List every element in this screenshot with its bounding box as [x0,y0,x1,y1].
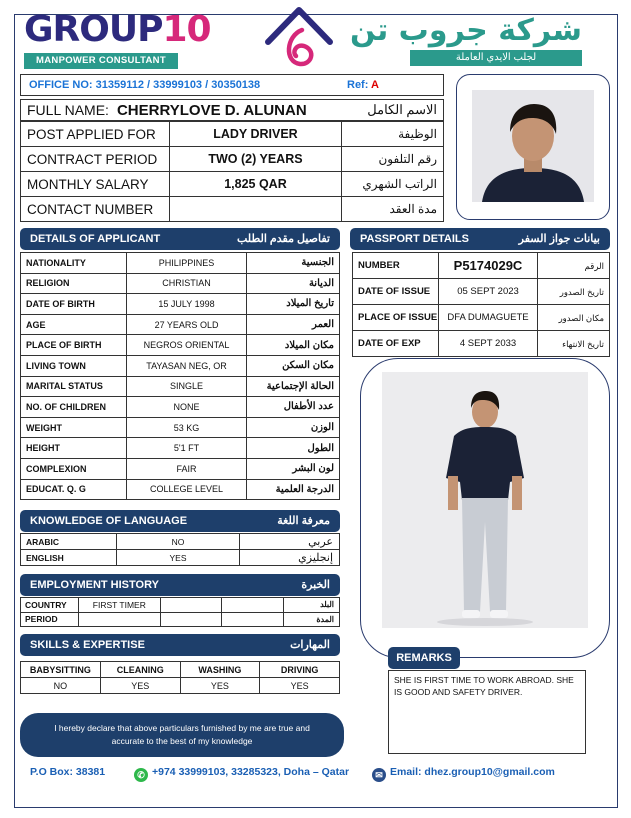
complexion-value: FAIR [126,458,247,479]
skill-value: YES [180,678,260,694]
table-row [21,534,340,550]
contract-arabic: رقم التلفون [342,147,444,172]
table-row [21,122,444,147]
portrait-photo [472,90,594,202]
issue-place-value: DFA DUMAGUETE [438,305,538,331]
age-value: 27 YEARS OLD [126,314,247,335]
arabic-brand: شركة جروب تن [349,13,582,48]
employment-title-arabic: الخبرة [301,579,330,591]
table-row [21,253,340,274]
skill-header: WASHING [180,662,260,678]
po-box: P.O Box: 38381 [30,766,106,778]
dob-label: DATE OF BIRTH [21,294,127,315]
post-arabic: الوظيفة [342,122,444,147]
salary-label: MONTHLY SALARY [21,172,170,197]
table-row [21,479,340,500]
table-row [21,314,340,335]
table-row [21,172,444,197]
table-row [21,376,340,397]
expiry-value: 4 SEPT 2033 [438,331,538,357]
birthplace-value: NEGROS ORIENTAL [126,335,247,356]
brand-tagline: MANPOWER CONSULTANT [24,53,178,69]
period-blank [160,612,222,627]
period-blank [222,612,284,627]
full-name-row [20,99,444,121]
issue-place-label: PLACE OF ISSUE [353,305,439,331]
table-row [21,147,444,172]
issue-date-value: 05 SEPT 2023 [438,279,538,305]
remarks-header: REMARKS [388,647,460,669]
arabic-logo [349,12,582,66]
living-town-value: TAYASAN NEG, OR [126,355,247,376]
salary-arabic: الراتب الشهري [342,172,444,197]
footer-phone [134,766,349,782]
passport-details-title: PASSPORT DETAILS [360,233,469,245]
passport-details-title-arabic: بيانات جواز السفر [518,233,600,245]
marital-value: SINGLE [126,376,247,397]
language-header [20,510,340,532]
table-row [21,438,340,459]
dob-arabic: تاريخ الميلاد [247,294,340,315]
english-lang-label: ENGLISH [21,550,117,566]
skills-header [20,634,340,656]
period-arabic: المدة [284,612,340,627]
marital-arabic: الحالة الإجتماعية [247,376,340,397]
applicant-details-title: DETAILS OF APPLICANT [30,233,161,245]
full-name-arabic: الاسم الكامل [367,102,437,117]
declaration-banner: I hereby declare that above particulars furnished by me are true and accurate to the best of my knowledge [20,713,344,757]
passport-number-value: P5174029C [438,253,538,279]
remarks-text: SHE IS FIRST TIME TO WORK ABROAD. SHE IS GOOD AND SAFETY DRIVER. [388,670,586,754]
complexion-label: COMPLEXION [21,458,127,479]
language-table [20,533,340,566]
skills-title-arabic: المهارات [290,639,330,651]
nationality-value: PHILIPPINES [126,253,247,274]
skill-header: DRIVING [260,662,340,678]
expiry-label: DATE OF EXP [353,331,439,357]
weight-value: 53 KG [126,417,247,438]
office-row [20,74,444,96]
arabic-lang-arabic: عربي [240,534,340,550]
contract-value: TWO (2) YEARS [169,147,341,172]
complexion-arabic: لون البشر [247,458,340,479]
english-lang-arabic: إنجليزي [240,550,340,566]
issue-date-arabic: تاريخ الصدور [538,279,610,305]
table-row [21,458,340,479]
table-row [21,598,340,613]
children-value: NONE [126,397,247,418]
footer-email [372,766,555,782]
arabic-lang-value: NO [116,534,240,550]
age-label: AGE [21,314,127,335]
email-icon: ✉ [372,768,386,782]
ref-field [347,75,379,95]
religion-arabic: الديانة [247,273,340,294]
table-row [21,550,340,566]
period-value [78,612,160,627]
weight-arabic: الوزن [247,417,340,438]
table-row [21,197,444,222]
expiry-arabic: تاريخ الانتهاء [538,331,610,357]
post-value: LADY DRIVER [169,122,341,147]
passport-details-table [352,252,610,357]
english-lang-value: YES [116,550,240,566]
passport-number-label: NUMBER [353,253,439,279]
applicant-details-header [20,228,340,250]
table-row [21,355,340,376]
table-row [21,612,340,627]
email-text: Email: dhez.group10@gmail.com [390,766,555,778]
whatsapp-icon: ✆ [134,768,148,782]
table-row [353,279,610,305]
skills-table [20,661,340,694]
applicant-details-title-arabic: تفاصيل مقدم الطلب [237,233,330,245]
table-row [21,294,340,315]
age-arabic: العمر [247,314,340,335]
salary-value: 1,825 QAR [169,172,341,197]
skill-value: NO [21,678,101,694]
full-name-value: CHERRYLOVE D. ALUNAN [116,102,307,119]
table-row [21,335,340,356]
language-title-arabic: معرفة اللغة [277,515,330,527]
job-info-table [20,121,444,222]
skill-header: CLEANING [100,662,180,678]
height-value: 5'1 FT [126,438,247,459]
employment-title: EMPLOYMENT HISTORY [30,579,159,591]
weight-label: WEIGHT [21,417,127,438]
table-row [353,331,610,357]
height-arabic: الطول [247,438,340,459]
children-label: NO. OF CHILDREN [21,397,127,418]
table-row [21,417,340,438]
employment-header [20,574,340,596]
contact-value [169,197,341,222]
dob-value: 15 JULY 1998 [126,294,247,315]
religion-value: CHRISTIAN [126,273,247,294]
table-row [353,253,610,279]
skills-title: SKILLS & EXPERTISE [30,639,145,651]
arabic-tagline: لجلب الايدي العاملة [410,50,582,66]
living-town-arabic: مكان السكن [247,355,340,376]
applicant-details-table [20,252,340,500]
nationality-label: NATIONALITY [21,253,127,274]
office-numbers: OFFICE NO: 31359112 / 33999103 / 30350138 [29,79,261,91]
country-arabic: البلد [284,598,340,613]
contract-label: CONTRACT PERIOD [21,147,170,172]
children-arabic: عدد الأطفال [247,397,340,418]
language-title: KNOWLEDGE OF LANGUAGE [30,515,188,527]
table-row [21,662,340,678]
ref-label: Ref: [347,79,369,91]
phone-text: +974 33999103, 33285323, Doha – Qatar [152,766,350,778]
height-label: HEIGHT [21,438,127,459]
country-blank [222,598,284,613]
education-arabic: الدرجة العلمية [247,479,340,500]
emblem-logo-icon [262,6,336,70]
skill-value: YES [260,678,340,694]
passport-number-arabic: الرقم [538,253,610,279]
full-body-photo [382,372,588,628]
arabic-lang-label: ARABIC [21,534,117,550]
country-value: FIRST TIMER [78,598,160,613]
skill-header: BABYSITTING [21,662,101,678]
birthplace-arabic: مكان الميلاد [247,335,340,356]
nationality-arabic: الجنسية [247,253,340,274]
table-row [21,273,340,294]
full-name-label: FULL NAME: [27,102,109,118]
brand-wordmark: GROUP10 [24,9,211,50]
living-town-label: LIVING TOWN [21,355,127,376]
ref-value: A [371,79,379,91]
country-blank [160,598,222,613]
country-label: COUNTRY [21,598,79,613]
education-label: EDUCAT. Q. G [21,479,127,500]
table-row [21,678,340,694]
religion-label: RELIGION [21,273,127,294]
contact-label: CONTACT NUMBER [21,197,170,222]
marital-label: MARITAL STATUS [21,376,127,397]
table-row [353,305,610,331]
skill-value: YES [100,678,180,694]
table-row [21,397,340,418]
issue-date-label: DATE OF ISSUE [353,279,439,305]
employment-table [20,597,340,627]
period-label: PERIOD [21,612,79,627]
education-value: COLLEGE LEVEL [126,479,247,500]
passport-details-header [350,228,610,250]
birthplace-label: PLACE OF BIRTH [21,335,127,356]
contact-arabic: مدة العقد [342,197,444,222]
group10-logo [24,9,211,69]
issue-place-arabic: مكان الصدور [538,305,610,331]
post-label: POST APPLIED FOR [21,122,170,147]
